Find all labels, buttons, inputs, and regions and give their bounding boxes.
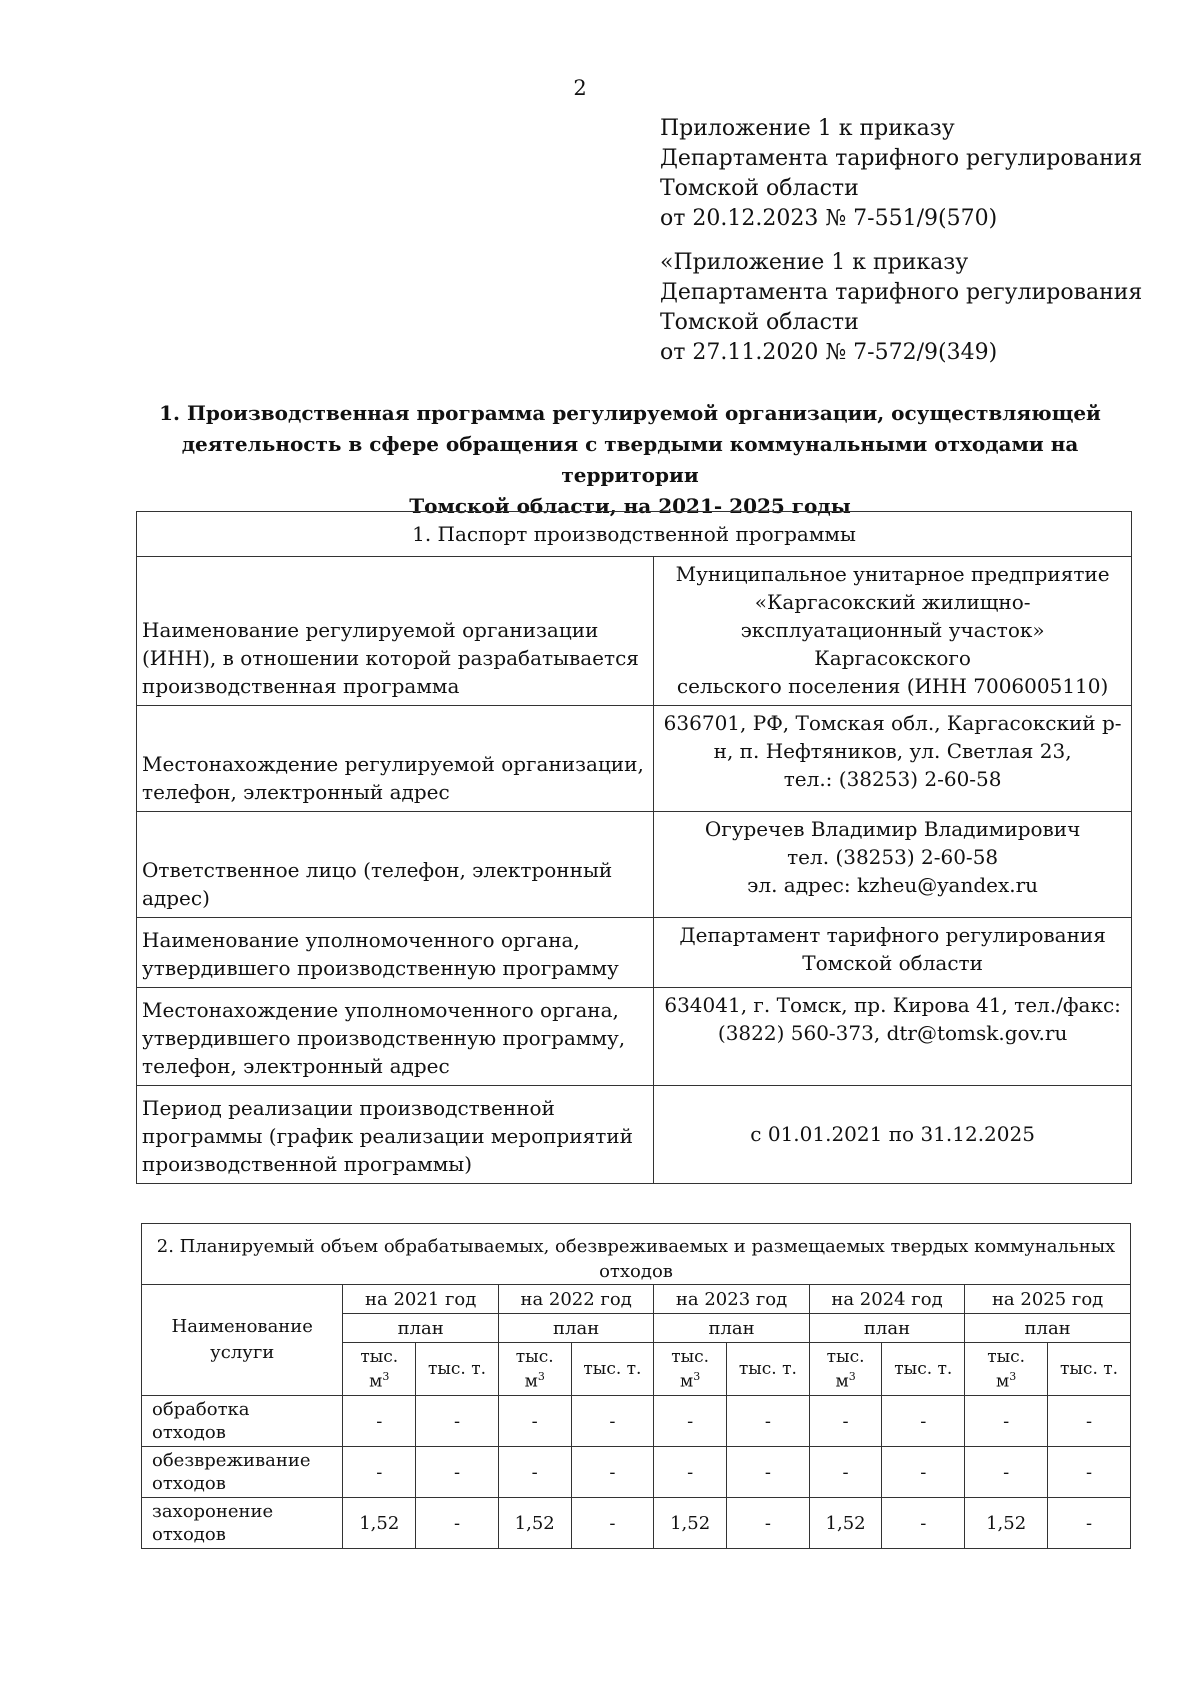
- passport-label: [137, 557, 654, 706]
- unit-m3-exponent: 3: [537, 1369, 545, 1383]
- unit-m3-prefix: тыс.: [515, 1346, 554, 1367]
- table-cell: -: [571, 1447, 654, 1498]
- service-name-line: захоронение: [152, 1501, 274, 1522]
- unit-m3-prefix: тыс.: [987, 1346, 1026, 1367]
- label-line: телефон, электронный адрес: [142, 1054, 450, 1078]
- value-line: 634041, г. Томск, пр. Кирова 41, тел./факс:: [664, 993, 1121, 1017]
- value-line: с 01.01.2021 по 31.12.2025: [750, 1121, 1035, 1146]
- table-cell: -: [882, 1396, 965, 1447]
- service-name-line: обработка: [152, 1399, 250, 1420]
- title-line: деятельность в сфере обращения с твердыми коммунальными отходами на территории: [181, 432, 1079, 487]
- label-line: Местонахождение регулируемой организации,: [142, 752, 644, 776]
- table-cell: -: [654, 1396, 727, 1447]
- value-line: тел.: (38253) 2-60-58: [783, 767, 1002, 791]
- table-cell: -: [1048, 1498, 1131, 1549]
- table-row: [142, 1498, 1131, 1549]
- label-line: программы (график реализации мероприятий: [142, 1124, 633, 1148]
- volume-header: [142, 1224, 1131, 1285]
- value-line: эксплуатационный участок» Каргасокского: [740, 618, 1045, 670]
- value-line: Муниципальное унитарное предприятие: [675, 562, 1110, 586]
- passport-value: [654, 812, 1132, 918]
- appendix-line: Приложение 1 к приказу: [660, 116, 955, 141]
- passport-row-period: [137, 1086, 1132, 1184]
- passport-label: [137, 812, 654, 918]
- unit-m3: [654, 1343, 727, 1396]
- passport-value: [654, 557, 1132, 706]
- year-row: [142, 1285, 1131, 1314]
- appendix-original-order: [660, 248, 1142, 368]
- label-line: утвердившего производственную программу,: [142, 1026, 626, 1050]
- passport-row-organization: [137, 557, 1132, 706]
- passport-label: [137, 988, 654, 1086]
- appendix-line: Департамента тарифного регулирования: [660, 280, 1143, 305]
- value-line: сельского поселения (ИНН 7006005110): [676, 674, 1109, 698]
- label-line: Период реализации производственной: [142, 1096, 555, 1120]
- service-header-line: Наименование: [171, 1316, 313, 1337]
- service-name-line: отходов: [152, 1422, 226, 1443]
- service-name-line: отходов: [152, 1473, 226, 1494]
- table-cell: -: [1048, 1396, 1131, 1447]
- passport-row-authority: [137, 918, 1132, 988]
- unit-m3-exponent: 3: [1009, 1369, 1017, 1383]
- passport-row-location: [137, 706, 1132, 812]
- table-cell: -: [498, 1396, 571, 1447]
- label-line: (ИНН), в отношении которой разрабатывается: [142, 646, 639, 670]
- label-line: адрес): [142, 886, 210, 910]
- label-line: Местонахождение уполномоченного органа,: [142, 998, 619, 1022]
- year-header: на 2024 год: [809, 1285, 964, 1314]
- plan-label: план: [654, 1314, 809, 1343]
- value-line: (3822) 560-373, dtr@tomsk.gov.ru: [717, 1021, 1068, 1045]
- table-cell: -: [882, 1447, 965, 1498]
- table-cell: 1,52: [654, 1498, 727, 1549]
- appendix-line: Томской области: [660, 310, 859, 335]
- table-cell: -: [726, 1396, 809, 1447]
- service-name: [142, 1396, 343, 1447]
- year-header: на 2022 год: [498, 1285, 653, 1314]
- table-row: [142, 1396, 1131, 1447]
- unit-t: тыс. т.: [1048, 1343, 1131, 1396]
- unit-t: тыс. т.: [571, 1343, 654, 1396]
- unit-m3-base: м: [996, 1371, 1010, 1392]
- table-cell: -: [343, 1447, 416, 1498]
- label-line: производственной программы): [142, 1152, 472, 1176]
- service-name: [142, 1498, 343, 1549]
- unit-m3-exponent: 3: [848, 1369, 856, 1383]
- table-cell: -: [882, 1498, 965, 1549]
- table-cell: -: [809, 1447, 882, 1498]
- service-header-line: услуги: [210, 1342, 275, 1363]
- appendix-line: от 27.11.2020 № 7-572/9(349): [660, 340, 998, 365]
- unit-m3: [965, 1343, 1048, 1396]
- table-cell: -: [571, 1396, 654, 1447]
- plan-label: план: [809, 1314, 964, 1343]
- passport-table: [136, 511, 1132, 1184]
- plan-label: план: [965, 1314, 1131, 1343]
- title-line: Томской области, на 2021- 2025 годы: [409, 494, 851, 518]
- unit-m3-prefix: тыс.: [360, 1346, 399, 1367]
- passport-value: [654, 706, 1132, 812]
- appendix-current-order: [660, 114, 1142, 234]
- table-cell: -: [809, 1396, 882, 1447]
- value-line: эл. адрес: kzheu@yandex.ru: [747, 873, 1039, 897]
- passport-header: 1. Паспорт производственной программы: [137, 512, 1132, 557]
- unit-m3-prefix: тыс.: [671, 1346, 710, 1367]
- table-cell: -: [726, 1447, 809, 1498]
- table-row: [142, 1447, 1131, 1498]
- appendix-line: «Приложение 1 к приказу: [660, 250, 969, 275]
- table-cell: -: [498, 1447, 571, 1498]
- plan-label: план: [498, 1314, 653, 1343]
- volume-header-line: 2. Планируемый объем обрабатываемых, обезвреживаемых и размещаемых твердых коммунальных: [156, 1236, 1116, 1257]
- unit-m3-exponent: 3: [382, 1369, 390, 1383]
- appendix-line: Департамента тарифного регулирования: [660, 146, 1143, 171]
- appendix-line: Томской области: [660, 176, 859, 201]
- table-cell: 1,52: [498, 1498, 571, 1549]
- unit-m3-exponent: 3: [693, 1369, 701, 1383]
- table-cell: -: [571, 1498, 654, 1549]
- value-line: Томской области: [802, 951, 983, 975]
- value-line: 636701, РФ, Томская обл., Каргасокский р-: [663, 711, 1122, 735]
- unit-m3-base: м: [835, 1371, 849, 1392]
- label-line: утвердившего производственную программу: [142, 956, 619, 980]
- unit-m3-base: м: [369, 1371, 383, 1392]
- unit-m3: [343, 1343, 416, 1396]
- volume-table: [141, 1223, 1131, 1549]
- unit-m3-base: м: [524, 1371, 538, 1392]
- value-line: тел. (38253) 2-60-58: [787, 845, 999, 869]
- value-line: Департамент тарифного регулирования: [679, 923, 1106, 947]
- table-cell: -: [416, 1447, 499, 1498]
- table-cell: -: [726, 1498, 809, 1549]
- unit-m3: [498, 1343, 571, 1396]
- table-cell: -: [965, 1447, 1048, 1498]
- service-name-line: обезвреживание: [152, 1450, 311, 1471]
- table-cell: 1,52: [809, 1498, 882, 1549]
- passport-header-row: [137, 512, 1132, 557]
- passport-value: [654, 1086, 1132, 1184]
- value-line: «Каргасокский жилищно-: [754, 590, 1031, 614]
- page-number: 2: [573, 76, 587, 100]
- volume-header-row: [142, 1224, 1131, 1285]
- year-header: на 2025 год: [965, 1285, 1131, 1314]
- passport-label: [137, 918, 654, 988]
- table-cell: -: [654, 1447, 727, 1498]
- label-line: Наименование уполномоченного органа,: [142, 928, 580, 952]
- value-line: Огуречев Владимир Владимирович: [704, 817, 1081, 841]
- passport-value: [654, 918, 1132, 988]
- passport-label: [137, 1086, 654, 1184]
- year-header: на 2023 год: [654, 1285, 809, 1314]
- title-line: 1. Производственная программа регулируемой организации, осуществляющей: [159, 401, 1101, 425]
- table-cell: -: [343, 1396, 416, 1447]
- value-line: н, п. Нефтяников, ул. Светлая 23,: [713, 739, 1072, 763]
- label-line: телефон, электронный адрес: [142, 780, 450, 804]
- plan-label: план: [343, 1314, 498, 1343]
- passport-value: [654, 988, 1132, 1086]
- appendix-line: от 20.12.2023 № 7-551/9(570): [660, 206, 998, 231]
- service-name: [142, 1447, 343, 1498]
- unit-t: тыс. т.: [882, 1343, 965, 1396]
- label-line: Ответственное лицо (телефон, электронный: [142, 858, 613, 882]
- table-cell: 1,52: [343, 1498, 416, 1549]
- label-line: Наименование регулируемой организации: [142, 618, 599, 642]
- passport-row-responsible: [137, 812, 1132, 918]
- table-cell: -: [965, 1396, 1048, 1447]
- service-header: [142, 1285, 343, 1396]
- unit-t: тыс. т.: [726, 1343, 809, 1396]
- volume-header-line: отходов: [599, 1261, 673, 1282]
- unit-m3: [809, 1343, 882, 1396]
- table-cell: -: [1048, 1447, 1131, 1498]
- unit-t: тыс. т.: [416, 1343, 499, 1396]
- table-cell: -: [416, 1498, 499, 1549]
- table-cell: -: [416, 1396, 499, 1447]
- service-name-line: отходов: [152, 1524, 226, 1545]
- passport-label: [137, 706, 654, 812]
- passport-row-authority-location: [137, 988, 1132, 1086]
- unit-m3-base: м: [680, 1371, 694, 1392]
- table-cell: 1,52: [965, 1498, 1048, 1549]
- document-title: [130, 398, 1130, 522]
- year-header: на 2021 год: [343, 1285, 498, 1314]
- label-line: производственная программа: [142, 674, 460, 698]
- unit-m3-prefix: тыс.: [826, 1346, 865, 1367]
